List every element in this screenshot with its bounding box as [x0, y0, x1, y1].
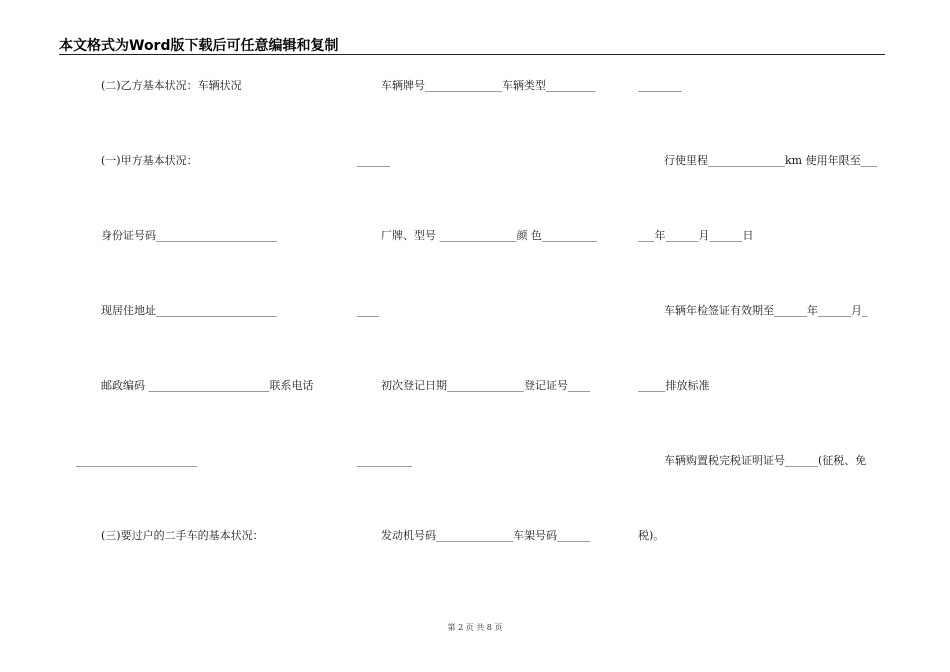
row-7-col-1: (三)要过户的二手车的基本状况： [101, 529, 264, 542]
row-4-col-2: ____ [357, 304, 379, 317]
row-2-col-3: 行使里程______________km 使用年限至___ [664, 154, 878, 167]
row-5-col-1: 邮政编码 ______________________联系电话 [101, 379, 314, 392]
row-4-col-3: 车辆年检签证有效期至______年______月_ [664, 304, 868, 317]
row-7-col-2: 发动机号码______________车架号码______ [381, 529, 590, 542]
row-7-col-3: 税)。 [638, 529, 665, 542]
row-3-col-2: 厂牌、型号 ______________颜 色__________ [381, 229, 597, 242]
row-6-col-3: 车辆购置税完税证明证号______(征税、免 [664, 454, 867, 467]
page-number: 第 2 页 共 8 页 [447, 623, 503, 632]
row-6-col-1: ______________________ [76, 454, 197, 467]
row-4-col-1: 现居住地址______________________ [101, 304, 277, 317]
row-3-col-1: 身份证号码______________________ [101, 229, 277, 242]
page-header [59, 34, 885, 55]
row-6-col-2: __________ [357, 454, 412, 467]
row-5-col-3: _____排放标准 [638, 379, 710, 392]
header-title: 本文格式为Word版下载后可任意编辑和复制 [59, 38, 339, 54]
row-2-col-1: (一)甲方基本状况： [101, 154, 198, 167]
row-1-col-2: 车辆牌号______________车辆类型_________ [381, 79, 596, 92]
row-1-col-1: (二)乙方基本状况：车辆状况 [101, 79, 242, 92]
row-1-col-3: ________ [638, 79, 682, 92]
row-2-col-2: ______ [357, 154, 390, 167]
row-3-col-3: ___年______月______日 [638, 229, 754, 242]
row-5-col-2: 初次登记日期______________登记证号____ [381, 379, 590, 392]
